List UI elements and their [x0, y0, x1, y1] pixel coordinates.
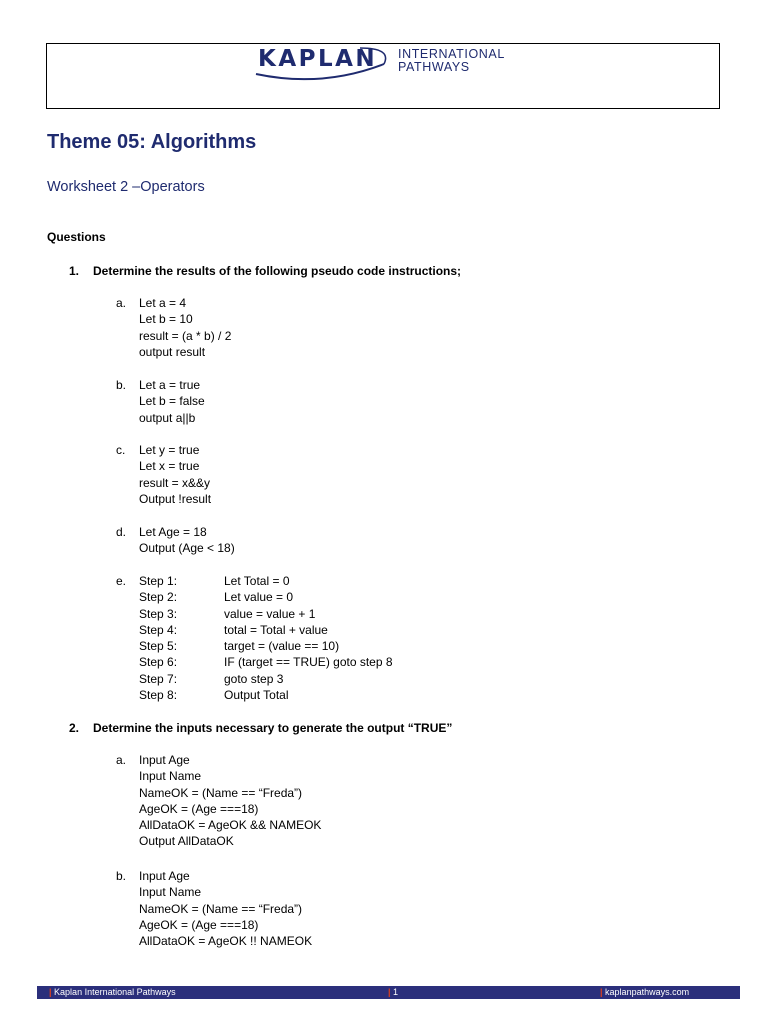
q1b-code [139, 377, 205, 426]
step-label: Step 6: [139, 655, 178, 670]
code-line: Let b = 10 [139, 312, 193, 327]
step-action: IF (target == TRUE) goto step 8 [224, 655, 393, 670]
code-line: AllDataOK = AgeOK !! NAMEOK [139, 934, 313, 949]
footer-link[interactable]: kaplanpathways.com [605, 987, 690, 997]
q1a-label: a. [116, 296, 127, 310]
code-line: Output (Age < 18) [139, 541, 235, 556]
code-line: AllDataOK = AgeOK && NAMEOK [139, 818, 322, 833]
step-action: Output Total [224, 688, 289, 703]
q2b-code [139, 868, 312, 949]
code-line: result = (a * b) / 2 [139, 328, 232, 343]
footer-separator: | [388, 987, 391, 997]
q2b-label: b. [116, 869, 127, 883]
code-line: Output !result [139, 491, 212, 506]
code-line: Input Age [139, 869, 190, 883]
step-label: Step 7: [139, 671, 178, 686]
footer-left-text: Kaplan International Pathways [54, 987, 176, 997]
step-label: Step 5: [139, 639, 178, 654]
code-line: Input Age [139, 753, 190, 767]
step-label: Step 3: [139, 606, 178, 621]
q1e-actions [224, 573, 393, 703]
step-label: Step 8: [139, 688, 178, 703]
q1-text: Determine the results of the following pseudo code instructions; [93, 264, 462, 278]
code-line: Input Name [139, 769, 202, 784]
footer-separator: | [49, 987, 52, 997]
step-label: Step 1: [139, 574, 178, 588]
page-title: Theme 05: Algorithms [47, 131, 257, 153]
q2-number: 2. [69, 721, 80, 735]
code-line: Let a = 4 [139, 296, 187, 310]
footer-center [388, 986, 398, 999]
q1e-steps [139, 573, 177, 703]
step-action: Let value = 0 [224, 590, 294, 605]
step-action: value = value + 1 [224, 606, 316, 621]
step-action: goto step 3 [224, 671, 284, 686]
q1d-code [139, 524, 235, 557]
logo-subtext-line1: INTERNATIONAL [398, 47, 505, 61]
step-label: Step 2: [139, 590, 178, 605]
page-number: 1 [393, 987, 399, 997]
code-line: Let Age = 18 [139, 525, 207, 539]
page-footer [37, 986, 740, 999]
kaplan-logo [252, 44, 522, 90]
q1c-label: c. [116, 443, 126, 457]
code-line: output a||b [139, 410, 196, 425]
q2-text: Determine the inputs necessary to generate the output “TRUE” [93, 721, 453, 735]
q1c-code [139, 442, 211, 507]
code-line: NameOK = (Name == “Freda”) [139, 901, 303, 916]
q1a-code [139, 295, 231, 360]
code-line: output result [139, 344, 206, 359]
q1e-label: e. [116, 574, 127, 588]
footer-left [49, 986, 176, 999]
q1b-label: b. [116, 378, 127, 392]
q2a-code [139, 752, 321, 850]
footer-right [600, 986, 689, 999]
code-line: Let b = false [139, 394, 205, 409]
code-line: Let y = true [139, 443, 200, 457]
logo-wordmark: KAPLAN [258, 46, 378, 72]
code-line: Let x = true [139, 459, 200, 474]
code-line: NameOK = (Name == “Freda”) [139, 785, 303, 800]
logo-subtext-line2: PATHWAYS [398, 60, 470, 74]
logo-subtext [398, 48, 505, 74]
code-line: AgeOK = (Age ===18) [139, 917, 259, 932]
q1-number: 1. [69, 264, 80, 278]
q2a-label: a. [116, 753, 127, 767]
code-line: Let a = true [139, 378, 201, 392]
code-line: AgeOK = (Age ===18) [139, 801, 259, 816]
code-line: Input Name [139, 885, 202, 900]
footer-separator: | [600, 987, 603, 997]
step-action: Let Total = 0 [224, 574, 290, 588]
step-label: Step 4: [139, 622, 178, 637]
q1d-label: d. [116, 525, 127, 539]
code-line: result = x&&y [139, 475, 211, 490]
step-action: total = Total + value [224, 622, 328, 637]
code-line: Output AllDataOK [139, 834, 234, 849]
questions-heading: Questions [47, 230, 106, 244]
step-action: target = (value == 10) [224, 639, 340, 654]
worksheet-subtitle: Worksheet 2 –Operators [47, 179, 205, 195]
